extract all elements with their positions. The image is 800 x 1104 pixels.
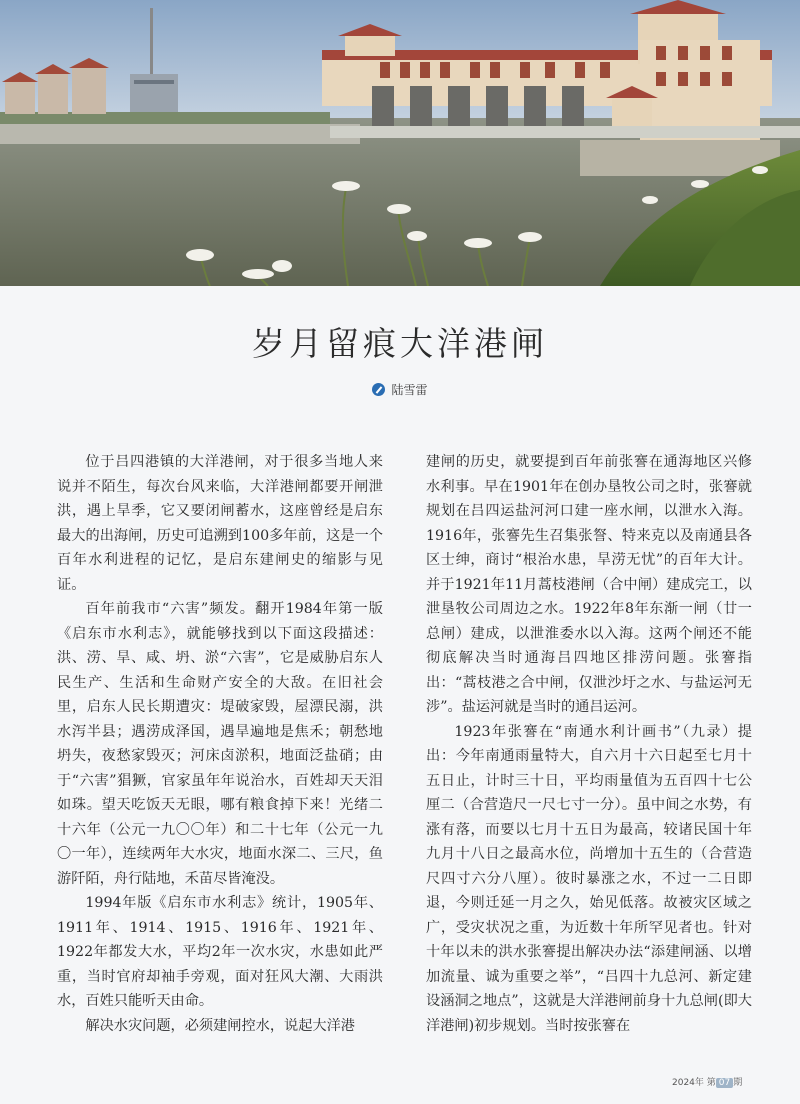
- pen-icon: [372, 383, 385, 396]
- paragraph: 1923年张謇在“南通水利计画书”（九录）提出：今年南通雨量特大，自六月十六日起至七月十五日止，计时三十日，平均雨量值为五百四十七公厘二（合营造尺一尺七寸一分）。虽中间之水势，有涨有落，而要以七月十五日为最高，较诸民国十年九月十八日之最高水位，尚增加十五生的（合营造尺四寸六分八厘）。彼时暴涨之水，不过一二日即退，今则迁延一月之久，始见低落。故被灾区域之广，受灾状况之重，为近数十年所罕见者也。针对十年以未的洪水张謇提出解决办法“添建闸涵、以增加流量、诚为重要之举”，“吕四十九总河、新定建设涵洞之地点”，这就是大洋港闸前身十九总闸(即大洋港闸)初步规划。当时按张謇在: [426, 723, 752, 1034]
- author-name: 陆雪雷: [391, 383, 428, 397]
- footer-issue-number: 07: [716, 1078, 733, 1088]
- header-photo-sluice-gate: [0, 0, 800, 286]
- page-footer: [672, 1075, 742, 1088]
- footer-year: 2024年: [672, 1078, 704, 1088]
- footer-issue-prefix: 第: [706, 1078, 716, 1088]
- paragraph: 位于吕四港镇的大洋港闸，对于很多当地人来说并不陌生，每次台风来临，大洋港闸都要开闸泄洪，遇上旱季，它又要闭闸蓄水，这座曾经是启东最大的出海闸，历史可追溯到100多年前，这是一个百年水利进程的记忆，是启东建闸史的缩影与见证。: [57, 454, 383, 593]
- footer-issue-suffix: 期: [733, 1078, 743, 1088]
- left-column: [57, 450, 383, 1038]
- right-column: [426, 450, 752, 1038]
- paragraph: 1994年版《启东市水利志》统计，1905年、1911年、1914、1915、1916年、1921年、1922年都发大水，平均2年一次水灾，水患如此严重，当时官府却袖手旁观，面对狂风大潮、大雨洪水，百姓只能听天由命。: [57, 895, 383, 1009]
- paragraph: 解决水灾问题，必须建闸控水，说起大洋港: [85, 1017, 355, 1034]
- article-title: 岁月留痕大洋港闸: [252, 324, 548, 363]
- paragraph: 建闸的历史，就要提到百年前张謇在通海地区兴修水利事。早在1901年在创办垦牧公司之时，张謇就规划在吕四运盐河河口建一座水闸，以泄水入海。1916年，张謇先生召集张詧、特来克以及南通县各区士绅，商讨“根治水患，旱涝无忧”的百年大计。并于1921年11月蒿枝港闸（合中闸）建成完工，以泄垦牧公司周边之水。1922年8年东渐一闸（廿一总闸）建成，以泄淮委水以入海。这两个闸还不能彻底解决当时通海吕四地区排涝问题。张謇指出：“蒿枝港之合中闸，仅泄沙圩之水、与盐运河无涉”。盐运河就是当时的通吕运河。: [426, 454, 752, 715]
- paragraph: 百年前我市“六害”频发。翻开1984年第一版《启东市水利志》，就能够找到以下面这段描述：洪、涝、旱、咸、坍、淤“六害”，它是威胁启东人民生产、生活和生命财产安全的大敌。在旧社会里，启东人民长期遭灾：堤破家毁，屋漂民溺，洪水泻半县；遇涝成泽国，遇旱遍地是焦禾；朝愁地坍失，夜愁家毁灭；河床卤淤积，地面泛盐硝；由于“六害”猖獗，官家虽年年说治水，百姓却天天泪如珠。望天吃饭天无眼，哪有粮食掉下来！光绪二十六年（公元一九〇〇年）和二十七年（公元一九〇一年），连续两年大水灾，地面水深二、三尺，鱼游阡陌，舟行陆地，禾苗尽皆淹没。: [57, 601, 383, 887]
- author-line: [0, 381, 800, 398]
